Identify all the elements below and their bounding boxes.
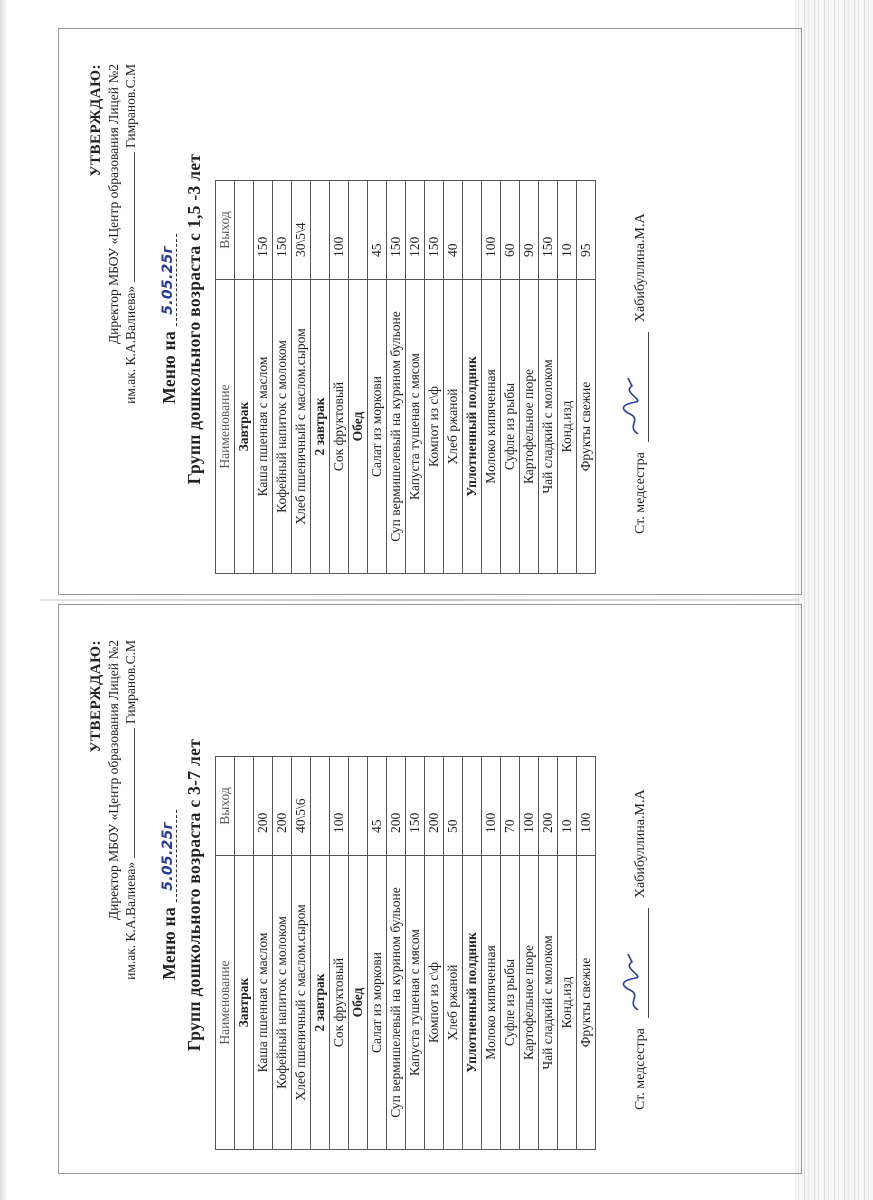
page-fold-line (40, 599, 800, 601)
nurse-signature (632, 332, 649, 442)
table-header-row (216, 181, 235, 574)
dish-name: Каша пшенная с маслом (254, 280, 273, 574)
section-row (463, 181, 482, 574)
dish-name: Хлеб ржаной (444, 280, 463, 574)
portion-output: 100 (482, 181, 501, 280)
approve-name-line (122, 64, 139, 574)
dish-name: Сок фруктовый (330, 280, 349, 574)
table-row (501, 757, 520, 1150)
section-row (349, 757, 368, 1150)
portion-output: 200 (387, 757, 406, 856)
section-row (349, 181, 368, 574)
section-row (311, 181, 330, 574)
table-header-row (216, 757, 235, 1150)
table-row (425, 757, 444, 1150)
menu-table (215, 756, 596, 1150)
section-row (463, 757, 482, 1150)
signature-scribble-icon (618, 376, 646, 436)
table-row (558, 757, 577, 1150)
section-title: Уплотненный полдник (463, 280, 482, 574)
portion-output (463, 757, 482, 856)
dish-name: Молоко кипяченная (482, 856, 501, 1150)
table-row (558, 181, 577, 574)
dish-name: Салат из моркови (368, 280, 387, 574)
portion-output (235, 181, 254, 280)
dish-name: Суфле из рыбы (501, 280, 520, 574)
menu-table (215, 180, 596, 574)
portion-output: 100 (577, 757, 596, 856)
table-row (444, 757, 463, 1150)
table-row (482, 757, 501, 1150)
dish-name: Каша пшенная с маслом (254, 856, 273, 1150)
group-title: Групп дошкольного возраста с 1,5 -3 лет (184, 153, 204, 485)
director-signature-line (124, 728, 135, 858)
portion-output: 120 (406, 181, 425, 280)
dish-name: Чай сладкий с молоком (539, 856, 558, 1150)
approve-name-line (122, 640, 139, 1150)
portion-output: 45 (368, 181, 387, 280)
table-row (539, 181, 558, 574)
portion-output: 150 (387, 181, 406, 280)
portion-output: 100 (330, 181, 349, 280)
table-row (387, 757, 406, 1150)
dish-name: Фрукты свежие (577, 280, 596, 574)
portion-output: 150 (254, 181, 273, 280)
portion-output: 200 (425, 757, 444, 856)
dish-name: Молоко кипяченная (482, 280, 501, 574)
menu-table-body (235, 181, 596, 574)
dish-name: Картофельное пюре (520, 856, 539, 1150)
dish-name: Конд.изд (558, 280, 577, 574)
portion-output: 50 (444, 757, 463, 856)
portion-output (349, 181, 368, 280)
menu-sheet-3-7 (88, 640, 649, 1150)
portion-output: 100 (330, 757, 349, 856)
dish-name: Капуста тушеная с мясом (406, 856, 425, 1150)
table-row (368, 181, 387, 574)
table-row (482, 181, 501, 574)
dish-name: Чай сладкий с молоком (539, 280, 558, 574)
portion-output (235, 757, 254, 856)
nurse-label: Ст. медсестра (633, 452, 648, 534)
approve-title: УТВЕРЖДАЮ: (88, 64, 104, 177)
dish-name: Конд.изд (558, 856, 577, 1150)
dish-name: Суп вермишелевый на курином бульоне (387, 856, 406, 1150)
dish-name: Сок фруктовый (330, 856, 349, 1150)
dish-name: Хлеб ржаной (444, 856, 463, 1150)
approve-org-suffix: им.ак. К.А.Валиева» (123, 285, 138, 404)
menu-label: Меню на (159, 330, 179, 404)
dish-name: Кофейный напиток с молоком (273, 280, 292, 574)
table-row (406, 757, 425, 1150)
table-row (330, 181, 349, 574)
portion-output: 100 (482, 757, 501, 856)
section-title: Уплотненный полдник (463, 856, 482, 1150)
portion-output: 30\5\4 (292, 181, 311, 280)
dish-name: Суфле из рыбы (501, 856, 520, 1150)
section-title: Обед (349, 280, 368, 574)
section-title: Завтрак (235, 280, 254, 574)
director-name: Гимранов.С.М (123, 64, 138, 148)
section-title: 2 завтрак (311, 280, 330, 574)
menu-title (159, 64, 180, 574)
portion-output: 10 (558, 181, 577, 280)
portion-output: 150 (406, 757, 425, 856)
approve-director-line: Директор МБОУ «Центр образования Лицей №2 (106, 64, 121, 345)
portion-output: 100 (520, 757, 539, 856)
menu-table-body (235, 757, 596, 1150)
signature-footer (632, 640, 649, 1150)
portion-output: 95 (577, 181, 596, 280)
group-title: Групп дошкольного возраста с 3-7 лет (184, 738, 204, 1052)
portion-output: 60 (501, 181, 520, 280)
section-row (235, 181, 254, 574)
portion-output: 150 (273, 181, 292, 280)
portion-output (311, 181, 330, 280)
nurse-signature (632, 908, 649, 1018)
dish-name: Кофейный напиток с молоком (273, 856, 292, 1150)
section-row (235, 757, 254, 1150)
section-row (311, 757, 330, 1150)
table-row (254, 181, 273, 574)
portion-output: 40 (444, 181, 463, 280)
portion-output: 200 (273, 757, 292, 856)
dish-name: Суп вермишелевый на курином бульоне (387, 280, 406, 574)
dish-name: Компот из с\ф (425, 856, 444, 1150)
section-title: Обед (349, 856, 368, 1150)
portion-output: 10 (558, 757, 577, 856)
dish-name: Фрукты свежие (577, 856, 596, 1150)
header-output: Выход (216, 757, 235, 856)
menu-sheet-1-5-3 (88, 64, 649, 574)
dish-name: Картофельное пюре (520, 280, 539, 574)
portion-output: 200 (254, 757, 273, 856)
table-row (273, 757, 292, 1150)
signature-footer (632, 64, 649, 574)
table-row (254, 757, 273, 1150)
approve-director-line: Директор МБОУ «Центр образования Лицей №2 (106, 640, 121, 921)
section-title: Завтрак (235, 856, 254, 1150)
portion-output: 45 (368, 757, 387, 856)
table-row (387, 181, 406, 574)
table-row (406, 181, 425, 574)
header-name: Наименование (216, 280, 235, 574)
table-row (444, 181, 463, 574)
portion-output (349, 757, 368, 856)
portion-output: 150 (425, 181, 444, 280)
dish-name: Хлеб пшеничный с маслом.сыром (292, 280, 311, 574)
table-row (520, 181, 539, 574)
menu-title (159, 640, 180, 1150)
signature-scribble-icon (618, 952, 646, 1012)
table-row (501, 181, 520, 574)
approve-org-suffix: им.ак. К.А.Валиева» (123, 861, 138, 980)
dish-name: Хлеб пшеничный с маслом.сыром (292, 856, 311, 1150)
table-row (273, 181, 292, 574)
handwritten-date: 5.05.25г (160, 810, 177, 902)
menu-label: Меню на (159, 906, 179, 980)
header-name: Наименование (216, 856, 235, 1150)
table-row (292, 757, 311, 1150)
director-signature-line (124, 152, 135, 282)
portion-output: 200 (539, 757, 558, 856)
approve-title: УТВЕРЖДАЮ: (88, 640, 104, 753)
dish-name: Компот из с\ф (425, 280, 444, 574)
nurse-label: Ст. медсестра (633, 1028, 648, 1110)
handwritten-date: 5.05.25г (160, 234, 177, 326)
table-row (330, 757, 349, 1150)
table-row (577, 181, 596, 574)
table-row (368, 757, 387, 1150)
table-row (520, 757, 539, 1150)
table-row (425, 181, 444, 574)
portion-output: 90 (520, 181, 539, 280)
dish-name: Капуста тушеная с мясом (406, 280, 425, 574)
table-row (292, 181, 311, 574)
portion-output: 70 (501, 757, 520, 856)
portion-output (311, 757, 330, 856)
portion-output (463, 181, 482, 280)
table-row (539, 757, 558, 1150)
portion-output: 40\5\6 (292, 757, 311, 856)
director-name: Гимранов.С.М (123, 640, 138, 724)
section-title: 2 завтрак (311, 856, 330, 1150)
scan-edge-left (0, 0, 8, 1200)
nurse-name: Хабибуллина.М.А (633, 789, 648, 899)
dish-name: Салат из моркови (368, 856, 387, 1150)
nurse-name: Хабибуллина.М.А (633, 213, 648, 323)
table-row (577, 757, 596, 1150)
portion-output: 150 (539, 181, 558, 280)
scan-edge-right (795, 0, 873, 1200)
header-output: Выход (216, 181, 235, 280)
